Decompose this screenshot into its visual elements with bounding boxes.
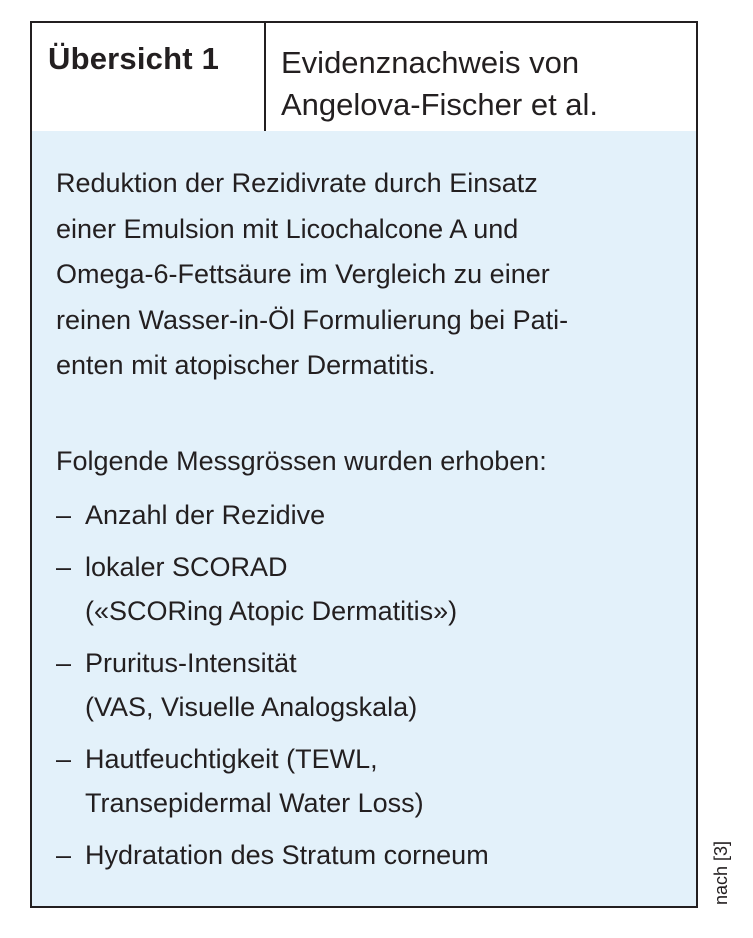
list-dash: – — [56, 551, 72, 582]
list-dash: – — [56, 647, 72, 678]
overview-content — [32, 131, 696, 906]
list-item — [56, 641, 684, 729]
overview-title-line: Angelova-Fischer et al. — [281, 87, 599, 122]
list-dash: – — [56, 743, 72, 774]
intro-line: reinen Wasser-in-Öl Formulierung bei Pati- — [56, 304, 569, 335]
intro-line: Reduktion der Rezidivrate durch Einsatz — [56, 168, 538, 198]
list-item-text: lokaler SCORAD — [85, 551, 288, 582]
list-item-text: Hydratation des Stratum corneum — [85, 839, 489, 870]
list-item-text: Transepidermal Water Loss) — [85, 787, 424, 818]
list-item — [56, 737, 684, 825]
overview-label: Übersicht 1 — [32, 23, 266, 131]
list-item — [56, 833, 684, 877]
list-item-text: («SCORing Atopic Dermatitis») — [85, 595, 458, 626]
list-item — [56, 493, 684, 537]
overview-header — [32, 23, 696, 133]
list-dash: – — [56, 499, 72, 530]
list-item-text: Pruritus-Intensität — [85, 647, 297, 678]
measures-lead: Folgende Messgrössen wurden erhoben: — [56, 445, 547, 476]
source-note: nach [3] — [711, 840, 731, 905]
intro-line: enten mit atopischer Dermatitis. — [56, 350, 436, 380]
overview-box — [30, 21, 698, 908]
list-dash: – — [56, 839, 72, 870]
intro-line: einer Emulsion mit Licochalcone A und — [56, 213, 519, 244]
intro-paragraph — [56, 161, 684, 389]
overview-title — [266, 23, 696, 131]
overview-title-line: Evidenznachweis von — [281, 45, 580, 80]
list-item-text: (VAS, Visuelle Analogskala) — [85, 691, 418, 722]
list-item-text: Anzahl der Rezidive — [85, 499, 326, 530]
list-item — [56, 545, 684, 633]
measures-list — [56, 493, 684, 877]
intro-line: Omega-6-Fettsäure im Vergleich zu einer — [56, 259, 550, 289]
list-item-text: Hautfeuchtigkeit (TEWL, — [85, 743, 378, 774]
